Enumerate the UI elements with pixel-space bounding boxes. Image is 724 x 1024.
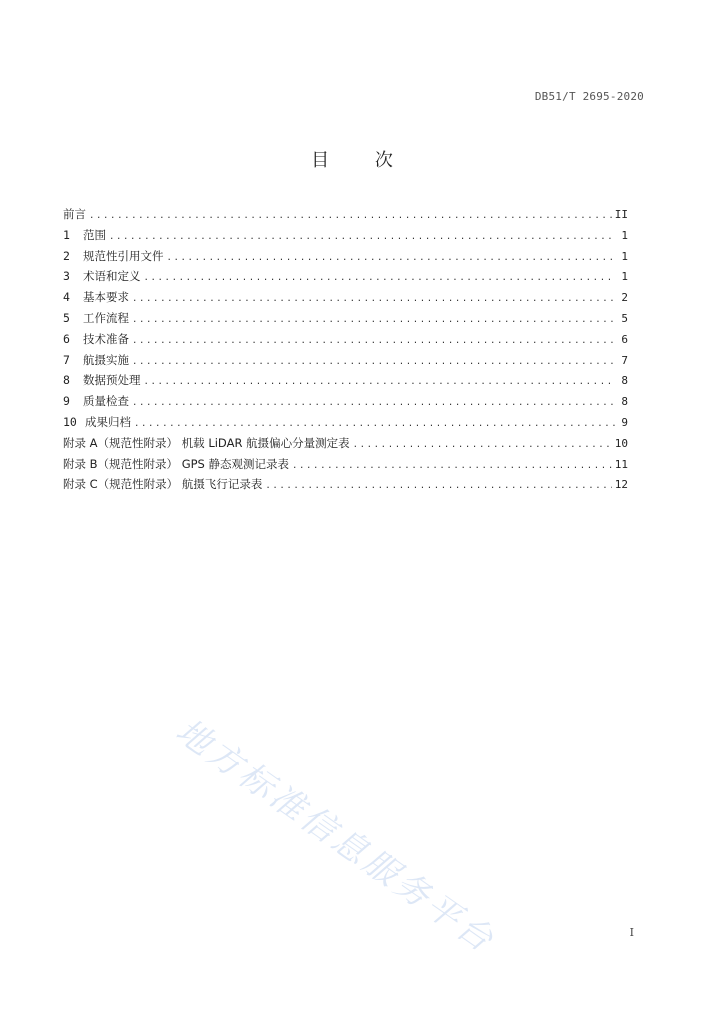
toc-entry-appendix-c[interactable] (63, 474, 628, 495)
toc-page-number: 1 (621, 228, 628, 242)
toc-section-number: 2 (63, 248, 70, 263)
toc-entry-appendix-a[interactable] (63, 433, 628, 454)
toc-leader-dots (144, 268, 616, 289)
toc-label: 航摄实施 (83, 352, 129, 367)
toc-leader-dots (134, 414, 615, 435)
watermark: 地方标准信息服务平台 (168, 710, 503, 962)
toc-label: 技术准备 (83, 331, 129, 346)
toc-page-number: 11 (614, 457, 628, 471)
toc-page-number: 7 (621, 353, 628, 367)
toc-leader-dots (265, 476, 611, 497)
toc-section-number: 1 (63, 227, 70, 242)
document-code: DB51/T 2695-2020 (534, 90, 644, 103)
toc-label: 成果归档 (85, 414, 131, 429)
toc-entry-2[interactable] (63, 246, 628, 267)
toc-leader-dots (132, 310, 615, 331)
toc-label: 附录 A（规范性附录） 机载 LiDAR 航摄偏心分量测定表 (63, 435, 350, 450)
page-title: 目 次 (311, 150, 413, 171)
toc-entry-10[interactable] (63, 412, 628, 433)
toc-label: 质量检查 (83, 394, 129, 409)
toc-entry-7[interactable] (63, 350, 628, 371)
toc-section-number: 8 (63, 373, 70, 388)
toc-leader-dots (132, 352, 615, 373)
toc-section-number: 5 (63, 310, 70, 325)
toc-section-number: 10 (63, 414, 77, 429)
toc-page-number: 10 (614, 436, 628, 450)
toc-page-number: 8 (621, 395, 628, 409)
toc-leader-dots (144, 372, 616, 393)
toc-page-number: 5 (621, 311, 628, 325)
toc-leader-dots (132, 393, 615, 414)
toc-section-number: 4 (63, 290, 70, 305)
toc-page-number: 1 (621, 270, 628, 284)
toc-entry-3[interactable] (63, 266, 628, 287)
page-number: I (629, 926, 634, 939)
toc-label: 数据预处理 (83, 373, 141, 388)
toc-page-number: II (614, 208, 628, 221)
toc-label: 附录 B（规范性附录） GPS 静态观测记录表 (63, 456, 289, 471)
toc-label: 规范性引用文件 (83, 248, 164, 263)
toc-entry-foreword[interactable] (63, 204, 628, 225)
toc-entry-6[interactable] (63, 329, 628, 350)
toc-leader-dots (109, 227, 615, 248)
toc-label: 工作流程 (83, 310, 129, 325)
toc-page-number: 8 (621, 374, 628, 388)
toc-leader-dots (167, 248, 616, 269)
toc-leader-dots (132, 331, 615, 352)
toc-entry-9[interactable] (63, 391, 628, 412)
toc-entry-4[interactable] (63, 287, 628, 308)
toc-leader-dots (89, 206, 612, 227)
toc-label: 术语和定义 (83, 269, 141, 284)
toc-page-number: 1 (621, 249, 628, 263)
toc-section-number: 3 (63, 269, 70, 284)
toc-leader-dots (353, 435, 612, 456)
toc-leader-dots (292, 456, 612, 477)
toc-section-number: 7 (63, 352, 70, 367)
toc-page-number: 9 (621, 415, 628, 429)
toc-label: 范围 (83, 227, 106, 242)
toc-leader-dots (132, 289, 615, 310)
toc-page-number: 2 (621, 291, 628, 305)
toc-label: 前言 (63, 207, 86, 221)
toc-page-number: 12 (614, 478, 628, 492)
toc-label: 附录 C（规范性附录） 航摄飞行记录表 (63, 477, 263, 492)
toc-page-number: 6 (621, 332, 628, 346)
toc-entry-5[interactable] (63, 308, 628, 329)
toc-label: 基本要求 (83, 290, 129, 305)
toc-entry-appendix-b[interactable] (63, 454, 628, 475)
toc-entry-8[interactable] (63, 370, 628, 391)
toc-section-number: 9 (63, 394, 70, 409)
toc-section-number: 6 (63, 331, 70, 346)
toc-entry-1[interactable] (63, 225, 628, 246)
table-of-contents (63, 204, 628, 495)
